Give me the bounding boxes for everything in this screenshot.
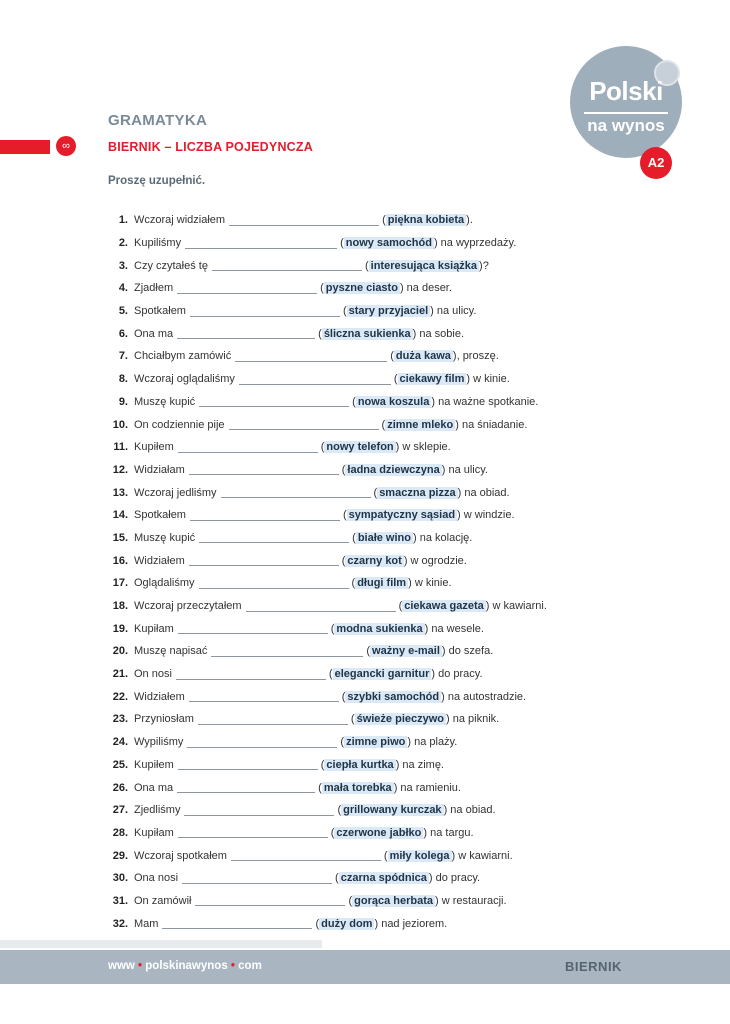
paren-open: ( (390, 350, 394, 363)
exercise-text-before: Czy czytałeś tę (134, 259, 208, 272)
exercise-hint: ciekawa gazeta (404, 600, 484, 613)
exercise-row (100, 663, 660, 686)
exercise-text-before: Spotkałem (134, 509, 186, 522)
answer-blank[interactable] (178, 827, 328, 838)
paren-open: ( (315, 917, 320, 930)
exercise-hint: długi film (357, 577, 407, 590)
exercise-hint: elegancki garnitur (334, 668, 430, 681)
exercise-row (100, 209, 660, 232)
exercise-text-after: na wesele. (428, 622, 484, 635)
paren-close: ) (455, 418, 459, 431)
paren-close: ) (399, 282, 404, 295)
exercise-text-before: Kupiłem (134, 441, 174, 454)
exercise-text-before: Muszę napisać (134, 645, 208, 658)
answer-blank[interactable] (185, 238, 337, 249)
exercise-number: 23. (112, 713, 128, 726)
exercise-row (100, 549, 660, 572)
answer-blank[interactable] (162, 918, 312, 929)
exercise-text-after: na deser. (403, 282, 452, 295)
paren-close: ) (395, 758, 400, 771)
exercise-text-after: w kawiarni. (455, 849, 513, 862)
footer-url-suffix: com (238, 960, 262, 972)
logo-divider (584, 112, 668, 114)
paren-close: ) (457, 509, 461, 522)
exercise-row (100, 391, 660, 414)
exercise-hint: nowa koszula (357, 395, 430, 408)
page-title: BIERNIK – LICZBA POJEDYNCZA (108, 140, 313, 154)
link-icon: ∞ (56, 136, 76, 156)
paren-open: ( (366, 645, 371, 658)
footer-url-prefix: www (108, 960, 135, 972)
paren-open: ( (328, 668, 333, 681)
answer-blank[interactable] (178, 759, 318, 770)
exercise-text-after: na piknik. (449, 713, 500, 726)
exercise-text-before: Widziałam (134, 463, 185, 476)
paren-close: ) (408, 577, 412, 590)
exercise-text-before: Wczoraj oglądaliśmy (134, 373, 235, 386)
exercise-row (100, 322, 660, 345)
exercise-text-after: na ważne spotkanie. (435, 395, 539, 408)
paren-open: ( (382, 214, 386, 227)
exercise-number: 10. (112, 418, 128, 431)
exercise-hint: stary przyjaciel (348, 305, 429, 318)
exercise-text-after: w windzie. (460, 509, 515, 522)
paren-open: ( (381, 418, 386, 431)
paren-close: ) (446, 713, 450, 726)
exercise-hint: śliczna sukienka (323, 327, 411, 340)
exercise-hint: mała torebka (323, 781, 392, 794)
exercise-row (100, 754, 660, 777)
paren-close: ) (433, 237, 438, 250)
answer-blank[interactable] (177, 283, 317, 294)
exercise-text-after: w kawiarni. (489, 600, 547, 613)
paren-close: ) (374, 917, 379, 930)
exercise-text-before: Wczoraj jedliśmy (134, 486, 217, 499)
paren-close: ) (451, 849, 456, 862)
exercise-text-after: w sklepie. (399, 441, 451, 454)
exercise-row (100, 685, 660, 708)
answer-blank[interactable] (189, 691, 339, 702)
paren-close: ) (428, 872, 433, 885)
exercise-row (100, 436, 660, 459)
paren-close: ) (457, 486, 462, 499)
exercise-row (100, 708, 660, 731)
answer-blank[interactable] (178, 442, 318, 453)
paren-close: ) (430, 305, 434, 318)
answer-blank[interactable] (198, 714, 348, 725)
exercise-number: 9. (118, 395, 128, 408)
exercise-text-after: na kolację. (416, 531, 473, 544)
exercise-number: 5. (118, 305, 128, 318)
answer-blank[interactable] (195, 895, 345, 906)
answer-blank[interactable] (182, 873, 332, 884)
answer-blank[interactable] (199, 532, 349, 543)
exercise-text-before: Oglądaliśmy (134, 577, 195, 590)
level-badge: A2 (640, 147, 672, 179)
section-label: GRAMATYKA (108, 112, 208, 129)
exercise-text-after: na ulicy. (433, 305, 477, 318)
answer-blank[interactable] (189, 464, 339, 475)
exercise-text-before: Widziałem (134, 690, 185, 703)
exercise-hint: czerwone jabłko (336, 826, 422, 839)
paren-close: ) (441, 645, 446, 658)
footer (0, 950, 730, 984)
exercise-hint: szybki samochód (347, 690, 440, 703)
paren-close: ) (485, 600, 490, 613)
dot-icon: • (138, 960, 146, 972)
exercise-text-after: na ramieniu. (397, 781, 461, 794)
exercise-text-before: Spotkałem (134, 305, 186, 318)
exercise-text-after: . (469, 214, 473, 227)
exercise-text-before: Kupiłem (134, 758, 174, 771)
exercise-row (100, 481, 660, 504)
exercise-text-before: Wczoraj widziałem (134, 214, 226, 227)
exercise-row (100, 504, 660, 527)
paren-close: ) (435, 894, 439, 907)
answer-blank[interactable] (231, 850, 381, 861)
exercise-hint: zimne piwo (346, 736, 406, 749)
paren-close: ) (412, 327, 417, 340)
footer-title: BIERNIK (565, 959, 622, 974)
exercise-text-before: Kupiłam (134, 622, 174, 635)
exercise-text-after: do pracy. (435, 668, 483, 681)
paren-close: ) (413, 531, 417, 544)
exercise-row (100, 617, 660, 640)
paren-close: ) (403, 554, 408, 567)
paren-open: ( (398, 600, 403, 613)
logo-text-polski: Polski (589, 76, 663, 106)
exercise-text-before: On codziennie pije (134, 418, 225, 431)
exercise-text-after: nad jeziorem. (378, 917, 448, 930)
paren-open: ( (393, 373, 398, 386)
answer-blank[interactable] (235, 351, 387, 362)
exercise-hint: pyszne ciasto (325, 282, 398, 295)
exercise-row (100, 595, 660, 618)
paren-close: ) (466, 214, 470, 227)
paren-open: ( (342, 305, 347, 318)
paren-open: ( (330, 622, 335, 635)
exercise-hint: zimne mleko (387, 418, 454, 431)
answer-blank[interactable] (190, 306, 340, 317)
exercise-row (100, 232, 660, 255)
exercise-text-before: Chciałbym zamówić (134, 350, 232, 363)
exercise-hint: czarna spódnica (340, 872, 427, 885)
paren-close: ) (443, 804, 448, 817)
exercise-number: 11. (113, 441, 128, 454)
exercise-row (100, 254, 660, 277)
paren-open: ( (342, 509, 347, 522)
exercise-text-before: On zamówił (134, 894, 192, 907)
paren-open: ( (335, 872, 339, 885)
exercise-text-after: w kinie. (470, 373, 510, 386)
paren-open: ( (318, 327, 322, 340)
exercise-hint: miły kolega (389, 849, 450, 862)
exercise-hint: sympatyczny sąsiad (348, 509, 456, 522)
instruction: Proszę uzupełnić. (108, 175, 206, 187)
exercise-hint: nowy telefon (326, 441, 394, 454)
paren-open: ( (348, 894, 353, 907)
answer-blank[interactable] (212, 260, 362, 271)
exercise-row (100, 527, 660, 550)
exercise-text-before: Zjadłem (134, 282, 174, 295)
paren-open: ( (320, 441, 325, 454)
dot-icon: • (230, 960, 239, 972)
answer-blank[interactable] (246, 601, 396, 612)
exercise-hint: ważny e-mail (372, 645, 440, 658)
exercise-number: 21. (112, 668, 128, 681)
exercise-number: 28. (112, 826, 128, 839)
exercise-text-before: Kupiłam (134, 826, 174, 839)
exercise-hint: interesująca książka (370, 259, 478, 272)
exercise-text-after: ? (482, 259, 489, 272)
exercise-number: 31. (112, 894, 128, 907)
exercise-row (100, 822, 660, 845)
exercise-row (100, 345, 660, 368)
exercise-text-before: Wczoraj przeczytałem (134, 600, 242, 613)
exercise-number: 30. (112, 872, 128, 885)
exercise-row (100, 731, 660, 754)
exercise-text-before: Muszę kupić (134, 531, 196, 544)
exercise-text-after: na targu. (427, 826, 474, 839)
exercise-text-after: na sobie. (416, 327, 465, 340)
answer-blank[interactable] (178, 623, 328, 634)
exercise-number: 32. (112, 917, 128, 930)
paren-close: ) (441, 463, 446, 476)
answer-blank[interactable] (239, 374, 391, 385)
exercise-text-before: Ona nosi (134, 872, 179, 885)
answer-blank[interactable] (184, 805, 334, 816)
exercise-row (100, 867, 660, 890)
exercise-text-before: Wypiliśmy (134, 736, 184, 749)
exercise-number: 20. (112, 645, 128, 658)
exercise-text-after: na śniadanie. (458, 418, 528, 431)
exercise-hint: ładna dziewczyna (347, 463, 440, 476)
answer-blank[interactable] (177, 328, 315, 339)
paren-close: ) (441, 690, 445, 703)
exercise-text-after: na zimę. (399, 758, 444, 771)
exercise-row (100, 890, 660, 913)
paren-open: ( (337, 804, 342, 817)
exercise-row (100, 912, 660, 935)
paren-close: ) (423, 826, 428, 839)
paren-open: ( (330, 826, 335, 839)
logo-text-na-wynos: na wynos (587, 116, 665, 135)
exercise-text-before: On nosi (134, 668, 172, 681)
paren-close: ) (393, 781, 398, 794)
exercise-number: 15. (112, 531, 128, 544)
paren-close: ) (407, 736, 412, 749)
exercise-number: 18. (112, 600, 128, 613)
exercise-number: 8. (118, 373, 128, 386)
exercise-row (100, 572, 660, 595)
paren-open: ( (352, 531, 356, 544)
paren-open: ( (318, 781, 322, 794)
exercise-text-after: do pracy. (432, 872, 481, 885)
exercise-text-before: Muszę kupić (134, 395, 196, 408)
exercise-number: 19. (112, 622, 128, 635)
paren-open: ( (320, 282, 324, 295)
answer-blank[interactable] (189, 555, 339, 566)
exercise-row (100, 413, 660, 436)
paren-close: ) (452, 350, 457, 363)
exercise-text-after: na obiad. (447, 804, 496, 817)
exercise-hint: czarny kot (347, 554, 402, 567)
logo (570, 46, 692, 168)
paren-open: ( (352, 395, 356, 408)
exercise-text-before: Widziałem (134, 554, 185, 567)
paren-close: ) (466, 373, 471, 386)
answer-blank[interactable] (229, 215, 379, 226)
paren-open: ( (350, 713, 355, 726)
exercise-number: 7. (118, 350, 128, 363)
paren-close: ) (424, 622, 429, 635)
paren-open: ( (373, 486, 378, 499)
answer-blank[interactable] (199, 578, 349, 589)
exercise-hint: grillowany kurczak (343, 804, 442, 817)
exercise-number: 13. (112, 486, 128, 499)
exercise-hint: duży dom (321, 917, 373, 930)
paren-close: ) (431, 668, 436, 681)
exercise-hint: ciepła kurtka (326, 758, 394, 771)
exercise-text-after: na obiad. (461, 486, 510, 499)
exercise-text-before: Kupiliśmy (134, 237, 182, 250)
exercise-number: 3. (118, 259, 128, 272)
exercise-row (100, 277, 660, 300)
exercise-hint: gorąca herbata (354, 894, 434, 907)
paren-close: ) (479, 259, 483, 272)
answer-blank[interactable] (211, 646, 363, 657)
exercise-row (100, 799, 660, 822)
exercise-number: 14. (112, 509, 128, 522)
exercise-hint: smaczna pizza (379, 486, 456, 499)
paren-open: ( (351, 577, 356, 590)
paren-open: ( (364, 259, 369, 272)
footer-url-domain: polskinawynos (145, 960, 228, 972)
exercise-number: 6. (118, 327, 128, 340)
exercise-number: 27. (112, 804, 128, 817)
paren-open: ( (341, 463, 346, 476)
exercise-number: 1. (118, 214, 128, 227)
paren-open: ( (341, 554, 346, 567)
exercise-row (100, 300, 660, 323)
exercise-hint: ciekawy film (399, 373, 465, 386)
exercise-row (100, 368, 660, 391)
exercise-text-after: na ulicy. (445, 463, 488, 476)
exercise-text-after: do szefa. (445, 645, 494, 658)
paren-open: ( (340, 736, 345, 749)
exercise-hint: nowy samochód (345, 237, 432, 250)
answer-blank[interactable] (190, 510, 340, 521)
exercise-hint: piękna kobieta (387, 214, 465, 227)
exercise-hint: duża kawa (395, 350, 451, 363)
paren-open: ( (383, 849, 388, 862)
exercise-hint: białe wino (357, 531, 411, 544)
exercise-text-before: Przyniosłam (134, 713, 194, 726)
exercise-text-before: Wczoraj spotkałem (134, 849, 227, 862)
paren-open: ( (341, 690, 346, 703)
exercise-text-after: na wyprzedaży. (437, 237, 517, 250)
exercise-number: 24. (112, 736, 128, 749)
exercise-text-after: w restauracji. (438, 894, 507, 907)
bottom-strip (0, 940, 322, 948)
paren-open: ( (320, 758, 325, 771)
answer-blank[interactable] (199, 396, 349, 407)
paren-close: ) (395, 441, 400, 454)
exercise-text-before: Ona ma (134, 327, 174, 340)
exercise-number: 17. (112, 577, 128, 590)
exercise-hint: modna sukienka (336, 622, 423, 635)
paren-open: ( (340, 237, 344, 250)
exercise-text-after: w kinie. (411, 577, 452, 590)
exercise-number: 4. (118, 282, 128, 295)
exercise-number: 25. (112, 758, 128, 771)
exercise-text-before: Zjedliśmy (134, 804, 181, 817)
exercise-number: 22. (112, 690, 128, 703)
answer-blank[interactable] (176, 669, 326, 680)
exercise-text-before: Mam (134, 917, 159, 930)
exercise-hint: świeże pieczywo (356, 713, 445, 726)
answer-blank[interactable] (229, 419, 379, 430)
exercise-text-before: Ona ma (134, 781, 174, 794)
exercise-number: 29. (112, 849, 128, 862)
exercise-text-after: na plaży. (411, 736, 458, 749)
red-accent-bar (0, 140, 50, 154)
exercise-list (100, 209, 660, 935)
exercise-text-after: na autostradzie. (444, 690, 527, 703)
exercise-number: 26. (112, 781, 128, 794)
exercise-row (100, 844, 660, 867)
exercise-text-after: , proszę. (456, 350, 499, 363)
footer-url[interactable] (108, 960, 262, 972)
exercise-number: 16. (112, 554, 128, 567)
exercise-row (100, 459, 660, 482)
answer-blank[interactable] (177, 782, 315, 793)
exercise-row (100, 776, 660, 799)
exercise-row (100, 640, 660, 663)
answer-blank[interactable] (221, 487, 371, 498)
paren-close: ) (431, 395, 436, 408)
answer-blank[interactable] (187, 737, 337, 748)
exercise-text-after: w ogrodzie. (407, 554, 467, 567)
exercise-number: 12. (112, 463, 128, 476)
exercise-number: 2. (118, 237, 128, 250)
